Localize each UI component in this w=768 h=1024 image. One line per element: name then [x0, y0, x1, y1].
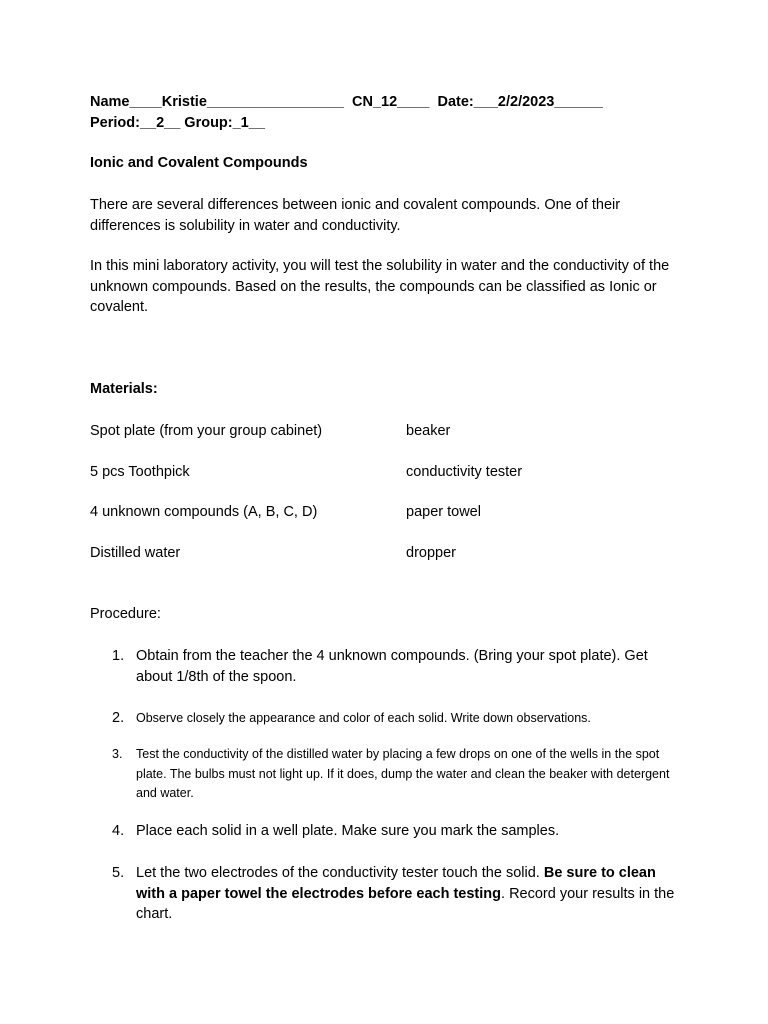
intro-paragraph-2: In this mini laboratory activity, you will test the solubility in water and the conductivity of the unknown compounds. Based on the results, the compounds can be classified as Ionic or covalent.: [90, 258, 670, 315]
material-item: beaker: [406, 423, 451, 439]
material-item: 5 pcs Toothpick: [90, 464, 190, 480]
procedure-step-2: [90, 708, 690, 730]
step-text: Observe closely the appearance and color of each solid. Write down observations.: [136, 711, 591, 725]
step-text: Obtain from the teacher the 4 unknown compounds. (Bring your spot plate). Get about 1/8th of the spoon.: [136, 648, 648, 685]
header-name-line: Name____Kristie_________________ CN_12____ Date:___2/2/2023______: [90, 94, 603, 110]
material-item: conductivity tester: [406, 464, 523, 480]
material-item: Distilled water: [90, 545, 181, 561]
header-period-line: Period:__2__ Group:_1__: [90, 115, 265, 131]
step-number: 5.: [112, 865, 125, 881]
material-item: dropper: [406, 545, 456, 561]
procedure-step-1: [90, 646, 690, 688]
material-item: paper towel: [406, 504, 481, 520]
step-text-emphasis: Be sure to clean with a paper towel the electrodes before each testing: [136, 865, 656, 902]
procedure-heading: Procedure:: [90, 606, 161, 622]
intro-paragraph-1: There are several differences between ionic and covalent compounds. One of their differences is solubility in water and conductivity.: [90, 197, 621, 234]
material-item: 4 unknown compounds (A, B, C, D): [90, 504, 318, 520]
step-number: 3.: [112, 747, 123, 761]
step-text: [136, 863, 682, 925]
step-text: Test the conductivity of the distilled water by placing a few drops on one of the wells in the spot plate. The bulbs must not light up. If it does, dump the water and clean the beaker with detergent and water.: [136, 747, 670, 800]
materials-heading: Materials:: [90, 381, 158, 397]
step-text: Place each solid in a well plate. Make sure you mark the samples.: [136, 823, 560, 839]
step-number: 2.: [112, 710, 125, 726]
step-number: 1.: [112, 648, 125, 664]
step-number: 4.: [112, 823, 125, 839]
procedure-step-5: [90, 863, 690, 925]
step-text-part: Let the two electrodes of the conductivity tester touch the solid.: [136, 865, 544, 881]
step-text-part: . Record your results in the chart.: [136, 885, 675, 922]
document-title: Ionic and Covalent Compounds: [90, 155, 308, 171]
procedure-step-3: [90, 745, 690, 805]
material-item: Spot plate (from your group cabinet): [90, 423, 323, 439]
procedure-step-4: [90, 821, 690, 843]
